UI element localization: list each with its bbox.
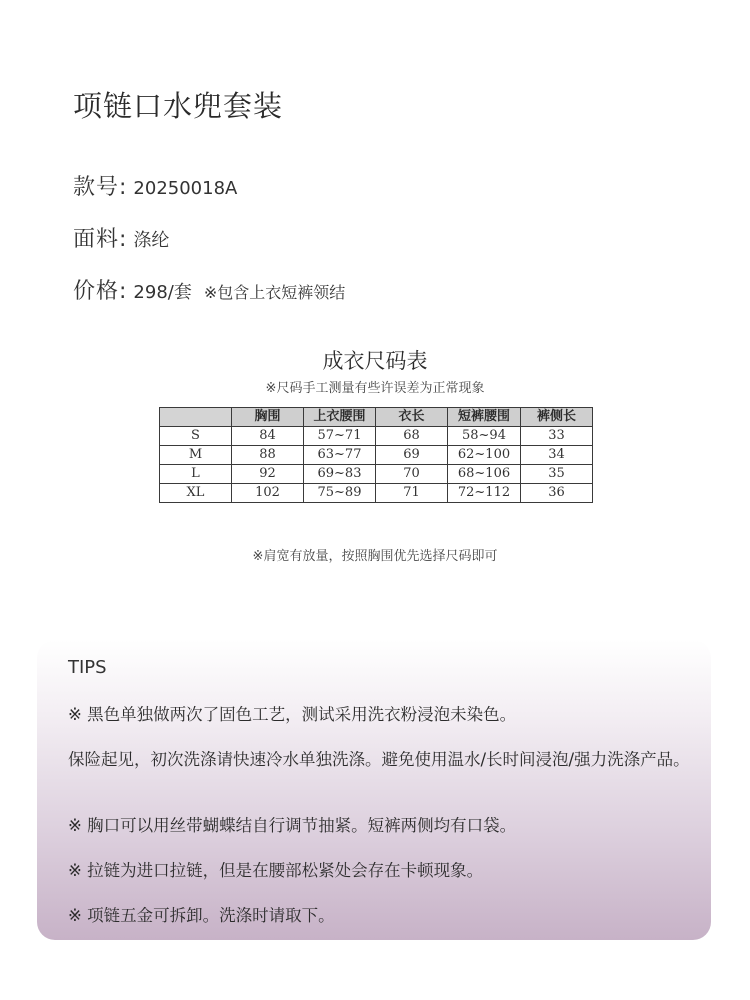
table-cell: 69~83 — [304, 465, 376, 484]
header-cell: 上衣腰围 — [304, 408, 376, 427]
table-cell: 70 — [376, 465, 448, 484]
table-row — [160, 446, 593, 465]
table-cell: 71 — [376, 484, 448, 503]
table-cell: S — [160, 427, 232, 446]
header-cell: 裤侧长 — [521, 408, 593, 427]
table-cell: 84 — [232, 427, 304, 446]
table-cell: 69 — [376, 446, 448, 465]
table-row — [160, 427, 593, 446]
model-number-value: 20250018A — [133, 178, 238, 199]
table-cell: 92 — [232, 465, 304, 484]
table-row — [160, 484, 593, 503]
tips-title: TIPS — [68, 657, 107, 678]
table-cell: 102 — [232, 484, 304, 503]
table-cell: 68~106 — [448, 465, 521, 484]
table-cell: 57~71 — [304, 427, 376, 446]
header-cell — [160, 408, 232, 427]
tip-item: ※ 黑色单独做两次了固色工艺，测试采用洗衣粉浸泡未染色。 — [68, 705, 517, 724]
price-value: 298/套 — [133, 282, 192, 303]
size-selection-note: ※肩宽有放量，按照胸围优先选择尺码即可 — [252, 549, 498, 564]
table-cell: 36 — [521, 484, 593, 503]
tip-item: 保险起见，初次洗涤请快速冷水单独洗涤。避免使用温水/长时间浸泡/强力洗涤产品。 — [68, 750, 690, 769]
table-cell: 68 — [376, 427, 448, 446]
tips-panel — [37, 640, 711, 940]
fabric-value: 涤纶 — [133, 230, 170, 251]
table-cell: 58~94 — [448, 427, 521, 446]
table-cell: L — [160, 465, 232, 484]
tip-item: ※ 胸口可以用丝带蝴蝶结自行调节抽紧。短裤两侧均有口袋。 — [68, 816, 517, 835]
table-cell: 88 — [232, 446, 304, 465]
table-cell: 34 — [521, 446, 593, 465]
table-cell: 62~100 — [448, 446, 521, 465]
size-chart-title: 成衣尺码表 — [322, 349, 428, 373]
price-label: 价格: — [73, 279, 128, 304]
tip-item: ※ 拉链为进口拉链，但是在腰部松紧处会存在卡顿现象。 — [68, 861, 484, 880]
header-cell: 短裤腰围 — [448, 408, 521, 427]
header-cell: 衣长 — [376, 408, 448, 427]
table-cell: 63~77 — [304, 446, 376, 465]
size-chart-note: ※尺码手工测量有些许误差为正常现象 — [265, 381, 485, 396]
table-cell: 75~89 — [304, 484, 376, 503]
table-cell: 72~112 — [448, 484, 521, 503]
table-cell: XL — [160, 484, 232, 503]
table-row — [160, 465, 593, 484]
price-row — [73, 274, 345, 305]
table-cell: 33 — [521, 427, 593, 446]
size-chart-table — [159, 407, 593, 503]
fabric-row — [73, 222, 169, 253]
table-cell: M — [160, 446, 232, 465]
model-number-label: 款号: — [73, 175, 128, 200]
fabric-label: 面料: — [73, 227, 128, 252]
size-chart-header-row — [160, 408, 593, 427]
header-cell: 胸围 — [232, 408, 304, 427]
price-note: ※包含上衣短裤领结 — [203, 283, 346, 302]
model-number-row — [73, 170, 237, 201]
table-cell: 35 — [521, 465, 593, 484]
tip-item: ※ 项链五金可拆卸。洗涤时请取下。 — [68, 906, 335, 925]
product-title: 项链口水兜套装 — [73, 89, 284, 123]
